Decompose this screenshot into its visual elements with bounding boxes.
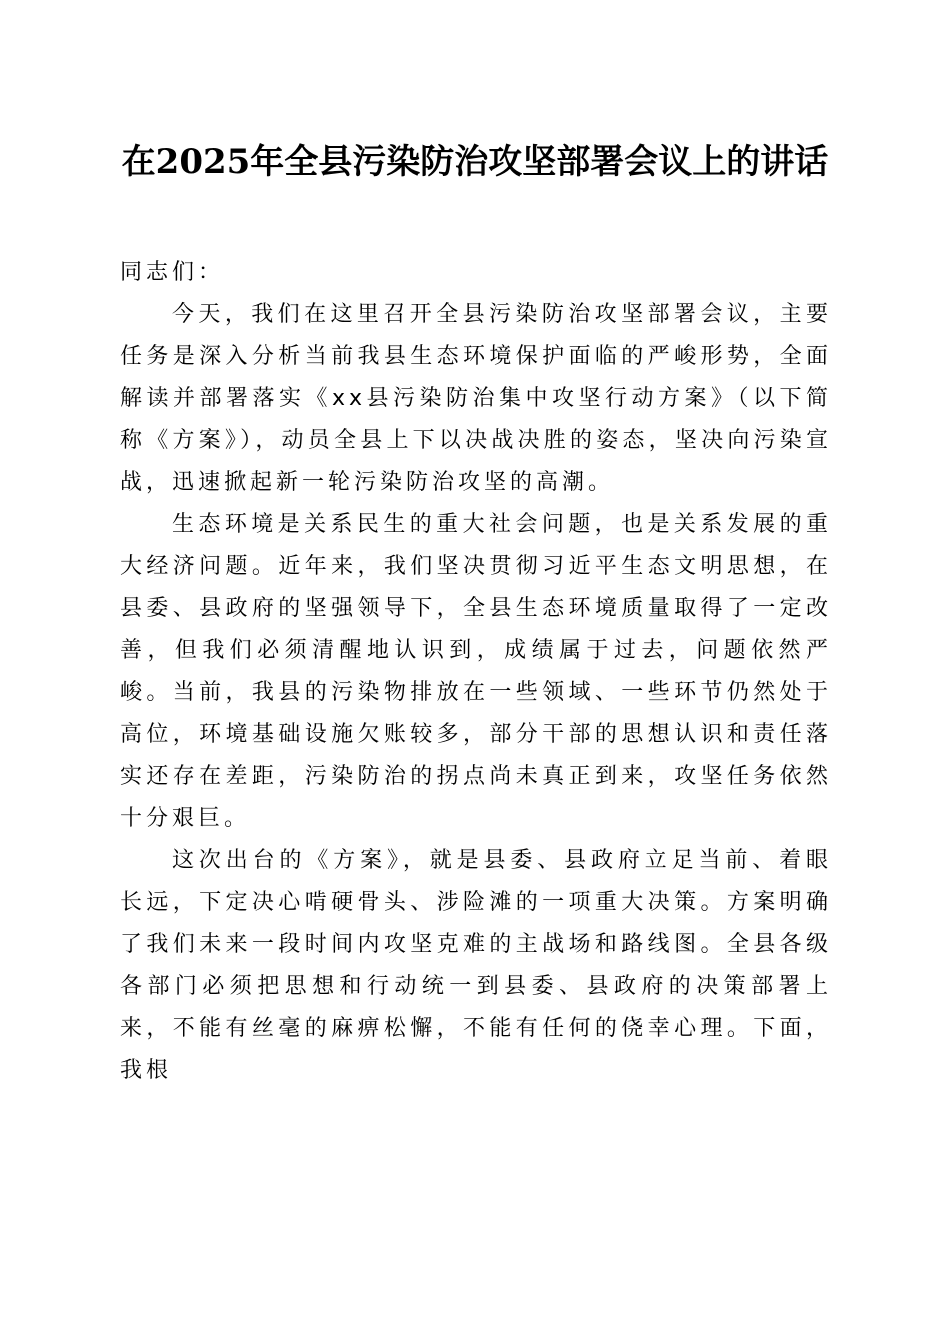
speech-body [120,252,832,1092]
speech-title: 在2025年全县污染防治攻坚部署会议上的讲话 [121,142,829,182]
paragraph-plan: 这次出台的《方案》，就是县委、县政府立足当前、着眼长远，下定决心啃硬骨头、涉险滩的一项重大决策。方案明确了我们未来一段时间内攻坚克难的主战场和路线图。全县各级各部门必须把思想和行动统一到县委、县政府的决策部署上来，不能有丝毫的麻痹松懈，不能有任何的侥幸心理。下面，我根 [120,848,832,1083]
paragraph-opening: 今天，我们在这里召开全县污染防治攻坚部署会议，主要任务是深入分析当前我县生态环境保护面临的严峻形势，全面解读并部署落实《xx县污染防治集中攻坚行动方案》（以下简称《方案》），动员全县上下以决战决胜的姿态，坚决向污染宣战，迅速掀起新一轮污染防治攻坚的高潮。 [120,302,832,495]
paragraph-situation: 生态环境是关系民生的重大社会问题，也是关系发展的重大经济问题。近年来，我们坚决贯彻习近平生态文明思想，在县委、县政府的坚强领导下，全县生态环境质量取得了一定改善，但我们必须清醒地认识到，成绩属于过去，问题依然严峻。当前，我县的污染物排放在一些领域、一些环节仍然处于高位，环境基础设施欠账较多，部分干部的思想认识和责任落实还存在差距，污染防治的拐点尚未真正到来，攻坚任务依然十分艰巨。 [120,512,832,831]
salutation: 同志们： [120,260,225,285]
